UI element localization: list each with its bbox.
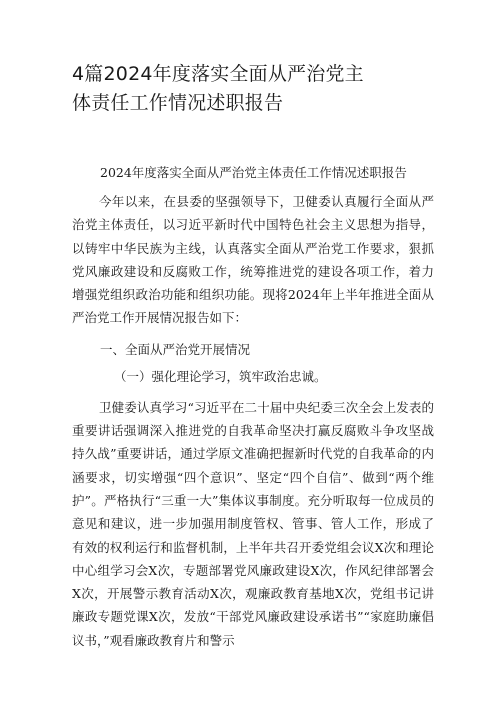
document-title: 4篇2024年度落实全面从严治党主体责任工作情况述职报告 bbox=[72, 63, 364, 114]
body-paragraph: 卫健委认真学习“习近平在二十届中央纪委三次全会上发表的重要讲话强调深入推进党的自我革命坚决打赢反腐败斗争攻坚战持久战”重要讲话，通过学原文准确把握新时代党的自我革命的内涵要求，切实增强“四个意识”、坚定“四个自信”、做到“两个维护”。严格执行“三重一大”集体议事制度。充分听取每一位成员的意见和建议，进一步加强用制度管权、管事、管人工作，形成了有效的权利运行和监督机制，上半年共召开委党组会议X次和理论中心组学习会X次，专题部署党风廉政建设X次，作风纪律部署会X次，开展警示教育活动X次，观廉政教育基地X次，党组书记讲廉政专题党课X次，发放“干部党风廉政建设承诺书”“家庭助廉倡议书，”观看廉政教育片和警示 bbox=[72, 399, 434, 648]
section-heading-1: 一、全面从严治党开展情况 bbox=[100, 341, 251, 357]
intro-paragraph: 今年以来，在县委的坚强领导下，卫健委认真履行全面从严治党主体责任，以习近平新时代中国特色社会主义思想为指导，以铸牢中华民族为主线，认真落实全面从严治党工作要求，狠抓党风廉政建设和反腐败工作，统筹推进党的建设各项工作，着力增强党组织政治功能和组织功能。现将2024年上半年推进全面从严治党工作开展情况报告如下： bbox=[72, 194, 434, 326]
subsection-heading-1: （一）强化理论学习，筑牢政治忠诚。 bbox=[114, 368, 327, 384]
report-subtitle: 2024年度落实全面从严治党主体责任工作情况述职报告 bbox=[100, 165, 407, 180]
